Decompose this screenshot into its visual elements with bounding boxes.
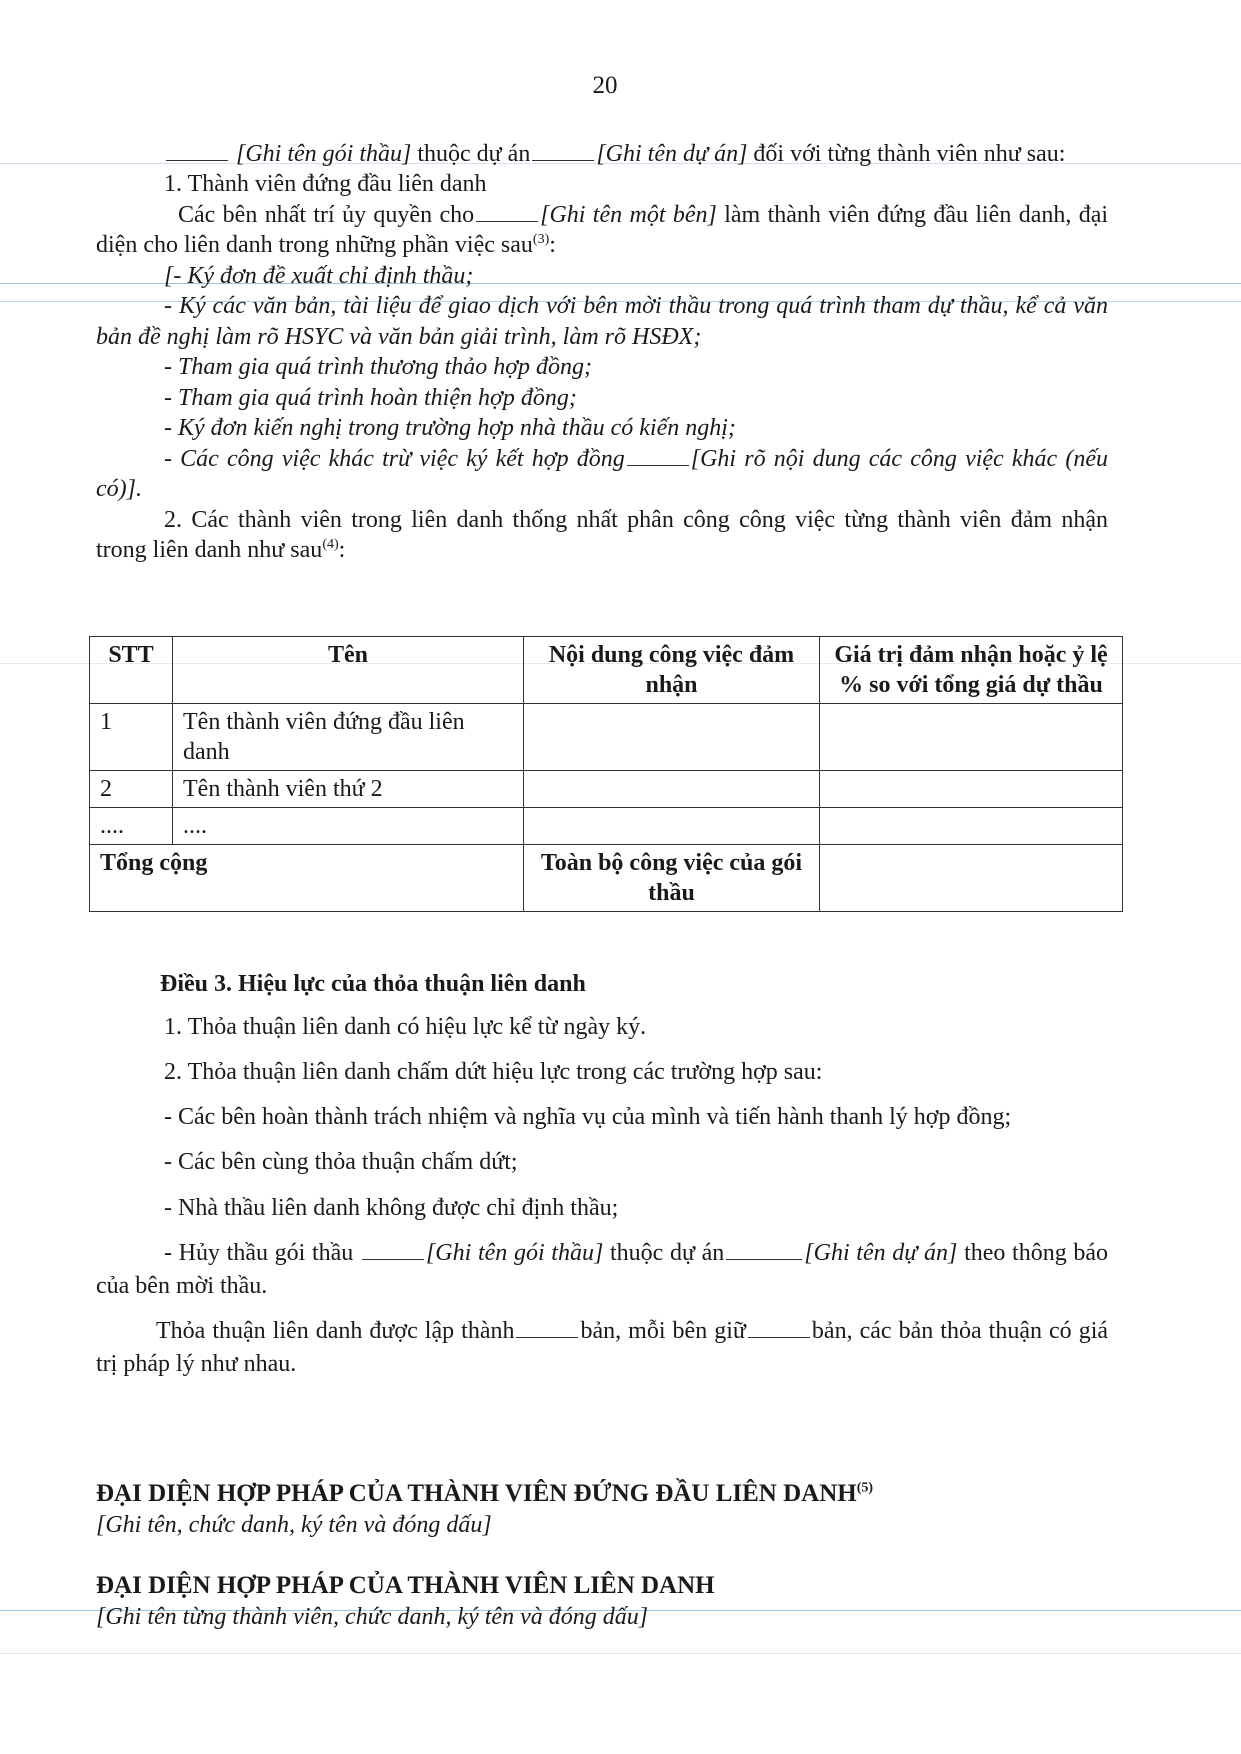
paragraph: 2. Thỏa thuận liên danh chấm dứt hiệu lực trong các trường hợp sau: <box>164 1059 823 1086</box>
table-cell <box>524 771 820 808</box>
blank-line <box>748 1319 810 1338</box>
blank-line <box>166 142 228 161</box>
col-header-gia-tri: Giá trị đảm nhận hoặc ỷ lệ % so với tổng giá dự thầu <box>820 637 1123 704</box>
section-2-paragraph <box>96 505 1108 566</box>
paragraph: - Các bên cùng thỏa thuận chấm dứt; <box>164 1149 518 1176</box>
table-total-row <box>90 845 1123 912</box>
text: : <box>338 537 346 564</box>
table-cell: Tên thành viên thứ 2 <box>173 771 524 808</box>
footnote-ref: (4) <box>322 537 339 553</box>
text: theo thông báo của bên mời thầu. <box>96 1239 1109 1299</box>
list-item: - Tham gia quá trình hoàn thiện hợp đồng; <box>164 384 577 411</box>
paragraph: - Nhà thầu liên danh không được chỉ định thầu; <box>164 1194 619 1221</box>
table-cell <box>820 704 1123 771</box>
article-3-title: Điều 3. Hiệu lực của thỏa thuận liên danh <box>160 971 586 997</box>
text: thuộc dự án <box>417 141 531 167</box>
table-cell <box>524 704 820 771</box>
blank-line <box>516 1319 578 1338</box>
table-cell <box>820 808 1123 845</box>
col-header-ten: Tên <box>173 637 524 704</box>
text: : <box>549 232 556 259</box>
text: thuộc dự án <box>609 1239 725 1266</box>
article-2-body <box>96 139 1108 566</box>
text: Thỏa thuận liên danh được lập thành <box>156 1317 515 1344</box>
blank-line <box>476 203 538 222</box>
placeholder-text: [Ghi tên dự án] <box>596 141 748 167</box>
text: đối với từng thành viên như sau: <box>753 141 1066 167</box>
page-number: 20 <box>592 72 618 99</box>
text: - Hủy thầu gói thầu <box>164 1239 354 1266</box>
paragraph <box>96 1315 1108 1381</box>
section-1-heading: 1. Thành viên đứng đầu liên danh <box>164 171 487 198</box>
text: Các bên nhất trí ủy quyền cho <box>178 201 475 228</box>
list-item: - Ký đơn kiến nghị trong trường hợp nhà thầu có kiến nghị; <box>164 415 736 442</box>
table-cell: .... <box>90 808 173 845</box>
signature-block-member <box>96 1570 1108 1632</box>
table-cell: .... <box>173 808 524 845</box>
placeholder-text: [Ghi tên gói thầu] <box>236 141 412 167</box>
table-row <box>90 771 1123 808</box>
placeholder-text: [Ghi rõ nội dung các công việc khác (nếu có)]. <box>96 445 1108 503</box>
list-item: [- Ký đơn đề xuất chỉ định thầu; <box>164 262 474 289</box>
list-item: - Tham gia quá trình thương thảo hợp đồng; <box>164 354 593 381</box>
text: - Các công việc khác trừ việc ký kết hợp đồng <box>164 445 625 472</box>
total-work: Toàn bộ công việc của gói thầu <box>524 845 820 912</box>
blank-line <box>362 1241 424 1260</box>
text: 2. Các thành viên trong liên danh thống nhất phân công công việc từng thành viên đảm nhận trong liên danh như sau <box>96 506 1108 564</box>
total-label: Tổng cộng <box>90 845 524 912</box>
table-cell: Tên thành viên đứng đầu liên danh <box>173 704 524 771</box>
table-cell: 2 <box>90 771 173 808</box>
signature-block-lead <box>96 1478 1108 1540</box>
col-header-stt: STT <box>90 637 173 704</box>
table-row <box>90 704 1123 771</box>
table-cell <box>524 808 820 845</box>
footnote-ref: (3) <box>532 232 550 248</box>
table-cell <box>820 771 1123 808</box>
table-cell <box>820 845 1123 912</box>
work-allocation-table <box>89 636 1123 912</box>
signature-title <box>96 1478 1108 1510</box>
text: làm thành viên đứng đầu liên danh, đại diện cho liên danh trong những phần việc sau <box>96 201 1109 259</box>
list-item <box>96 444 1108 505</box>
section-1-paragraph <box>96 200 1108 261</box>
text: bản, mỗi bên giữ <box>580 1317 746 1344</box>
text: bản, các bản thỏa thuận có giá trị pháp lý như nhau. <box>96 1317 1109 1377</box>
blank-line <box>532 142 594 161</box>
table-row <box>90 808 1123 845</box>
placeholder-text: [Ghi tên gói thầu] <box>425 1239 604 1266</box>
blank-line <box>627 447 689 466</box>
table-cell: 1 <box>90 704 173 771</box>
paragraph <box>96 1237 1108 1303</box>
article-3-section <box>96 968 1108 1381</box>
placeholder-text: [Ghi tên dự án] <box>804 1239 958 1266</box>
signature-instruction: [Ghi tên từng thành viên, chức danh, ký tên và đóng dấu] <box>96 1603 649 1630</box>
scan-line <box>0 1653 1241 1654</box>
blank-line <box>726 1241 802 1260</box>
placeholder-text: [Ghi tên một bên] <box>540 201 717 228</box>
table-header-row <box>90 637 1123 704</box>
paragraph: 1. Thỏa thuận liên danh có hiệu lực kể từ ngày ký. <box>164 1014 647 1041</box>
list-item: - Ký các văn bản, tài liệu để giao dịch với bên mời thầu trong quá trình tham dự thầu, kể cả văn bản đề nghị làm rõ HSYC và văn bản giải trình, làm rõ HSĐX; <box>96 293 1108 350</box>
col-header-noi-dung: Nội dung công việc đảm nhận <box>524 637 820 704</box>
text: ĐẠI DIỆN HỢP PHÁP CỦA THÀNH VIÊN ĐỨNG ĐẦU LIÊN DANH <box>96 1480 857 1507</box>
signature-instruction: [Ghi tên, chức danh, ký tên và đóng dấu] <box>96 1511 492 1538</box>
paragraph: - Các bên hoàn thành trách nhiệm và nghĩa vụ của mình và tiến hành thanh lý hợp đồng; <box>164 1104 1012 1131</box>
footnote-ref: (5) <box>856 1480 874 1496</box>
signature-title: ĐẠI DIỆN HỢP PHÁP CỦA THÀNH VIÊN LIÊN DANH <box>96 1572 715 1599</box>
intro-paragraph <box>96 139 1108 169</box>
